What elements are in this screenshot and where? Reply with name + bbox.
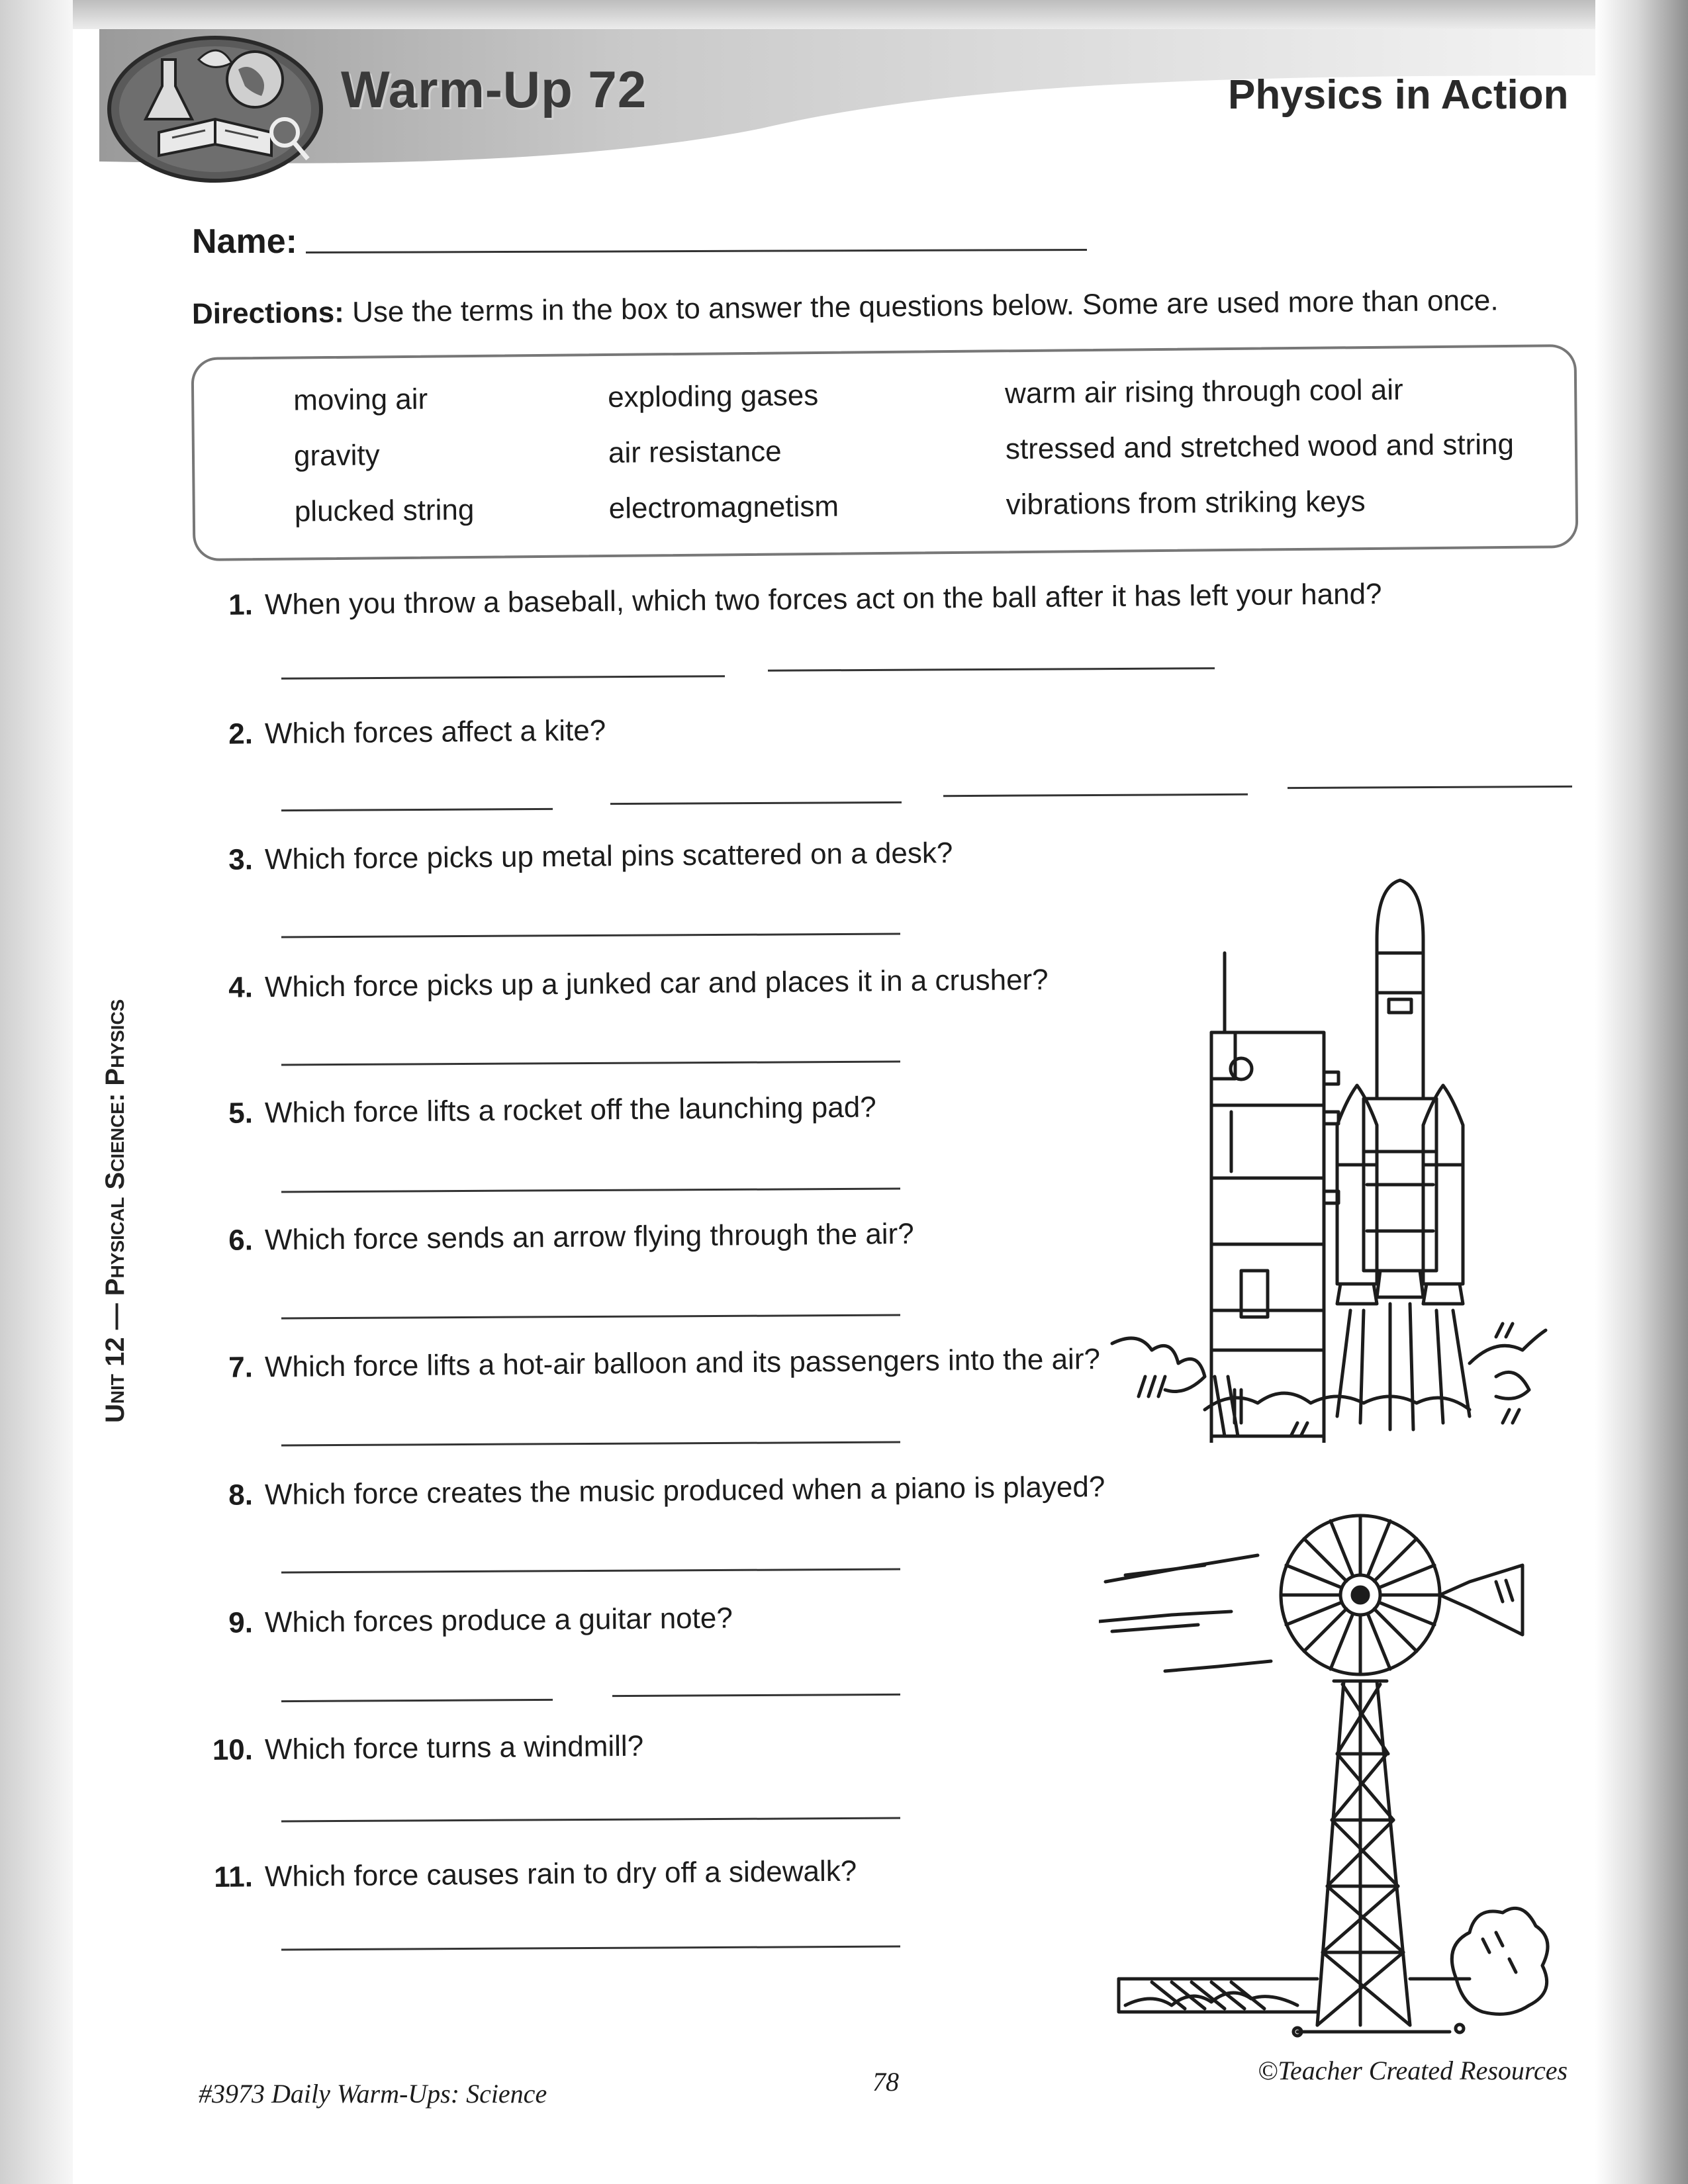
term: moving air xyxy=(293,383,428,417)
question-10 xyxy=(212,1730,644,1767)
question-4 xyxy=(212,964,1049,1005)
question-7 xyxy=(212,1343,1100,1385)
scan-shadow-top xyxy=(0,0,1688,29)
name-label: Name: xyxy=(192,222,297,261)
question-11 xyxy=(212,1855,857,1894)
answer-line-2c[interactable] xyxy=(943,794,1248,797)
question-number: 9. xyxy=(228,1606,254,1639)
question-9 xyxy=(212,1602,733,1640)
question-text: Which force picks up metal pins scattered on a desk? xyxy=(264,837,953,876)
answer-line-2d[interactable] xyxy=(1288,786,1572,789)
scan-shadow-left xyxy=(0,0,73,2184)
question-text: When you throw a baseball, which two forces act on the ball after it has left your hand? xyxy=(264,578,1382,621)
footer-copyright: ©Teacher Created Resources xyxy=(1258,2056,1568,2085)
question-1 xyxy=(212,578,1382,622)
question-number: 10. xyxy=(212,1733,254,1766)
question-2 xyxy=(212,714,606,751)
term: warm air rising through cool air xyxy=(1004,373,1403,410)
footer-page-number: 78 xyxy=(872,2067,899,2097)
answer-line-3[interactable] xyxy=(281,933,900,938)
answer-line-11[interactable] xyxy=(281,1946,900,1951)
question-number: 6. xyxy=(228,1224,254,1257)
question-5 xyxy=(212,1091,876,1130)
term: air resistance xyxy=(608,435,782,470)
question-8 xyxy=(212,1471,1105,1512)
answer-line-5[interactable] xyxy=(281,1188,900,1193)
rocket-launch-illustration xyxy=(1099,874,1549,1443)
answer-line-7[interactable] xyxy=(281,1441,900,1447)
science-logo-icon xyxy=(106,33,324,185)
directions-text: Use the terms in the box to answer the questions below. Some are used more than once. xyxy=(352,284,1499,329)
scan-shadow-right xyxy=(1595,0,1688,2184)
unit-side-label: Unit 12 — Physical Science: Physics xyxy=(101,999,130,1423)
term: gravity xyxy=(293,439,380,473)
answer-line-6[interactable] xyxy=(281,1314,900,1320)
question-text: Which forces affect a kite? xyxy=(264,714,606,751)
directions-label: Directions: xyxy=(191,296,345,330)
answer-line-2b[interactable] xyxy=(610,801,902,805)
answer-line-1b[interactable] xyxy=(768,667,1215,672)
directions xyxy=(192,284,1499,331)
answer-line-9b[interactable] xyxy=(612,1694,900,1697)
term: plucked string xyxy=(294,493,475,528)
question-3 xyxy=(212,837,953,877)
question-text: Which force creates the music produced when a piano is played? xyxy=(264,1471,1105,1512)
answer-line-1a[interactable] xyxy=(281,675,725,680)
question-text: Which force lifts a rocket off the launching pad? xyxy=(264,1091,876,1130)
term-box xyxy=(191,344,1579,561)
question-text: Which force causes rain to dry off a sidewalk? xyxy=(264,1854,857,1893)
question-number: 3. xyxy=(228,843,254,876)
question-number: 2. xyxy=(228,717,254,751)
question-number: 7. xyxy=(228,1351,254,1384)
question-text: Which force turns a windmill? xyxy=(264,1729,644,1766)
windmill-illustration xyxy=(1099,1502,1556,2045)
question-number: 8. xyxy=(228,1479,254,1512)
answer-line-9a[interactable] xyxy=(281,1699,553,1702)
answer-line-10[interactable] xyxy=(281,1817,900,1823)
question-text: Which forces produce a guitar note? xyxy=(264,1602,733,1639)
name-field[interactable] xyxy=(306,249,1087,253)
question-number: 5. xyxy=(228,1097,254,1130)
answer-line-4[interactable] xyxy=(281,1061,900,1066)
question-text: Which force lifts a hot-air balloon and its passengers into the air? xyxy=(264,1343,1101,1384)
term: exploding gases xyxy=(607,379,819,414)
question-number: 1. xyxy=(228,588,254,621)
answer-line-2a[interactable] xyxy=(281,808,553,811)
question-number: 4. xyxy=(228,971,254,1004)
term: electromagnetism xyxy=(608,490,839,525)
term: vibrations from striking keys xyxy=(1006,485,1366,522)
page-subtitle: Physics in Action xyxy=(1228,72,1569,118)
footer-book-title: #3973 Daily Warm-Ups: Science xyxy=(199,2079,547,2109)
page-title: Warm-Up 72 xyxy=(341,60,647,118)
question-text: Which force picks up a junked car and places it in a crusher? xyxy=(264,963,1049,1004)
term: stressed and stretched wood and string xyxy=(1005,428,1515,466)
question-text: Which force sends an arrow flying through the air? xyxy=(264,1217,914,1257)
answer-line-8[interactable] xyxy=(281,1569,900,1574)
question-number: 11. xyxy=(214,1860,254,1893)
question-6 xyxy=(212,1218,914,1257)
